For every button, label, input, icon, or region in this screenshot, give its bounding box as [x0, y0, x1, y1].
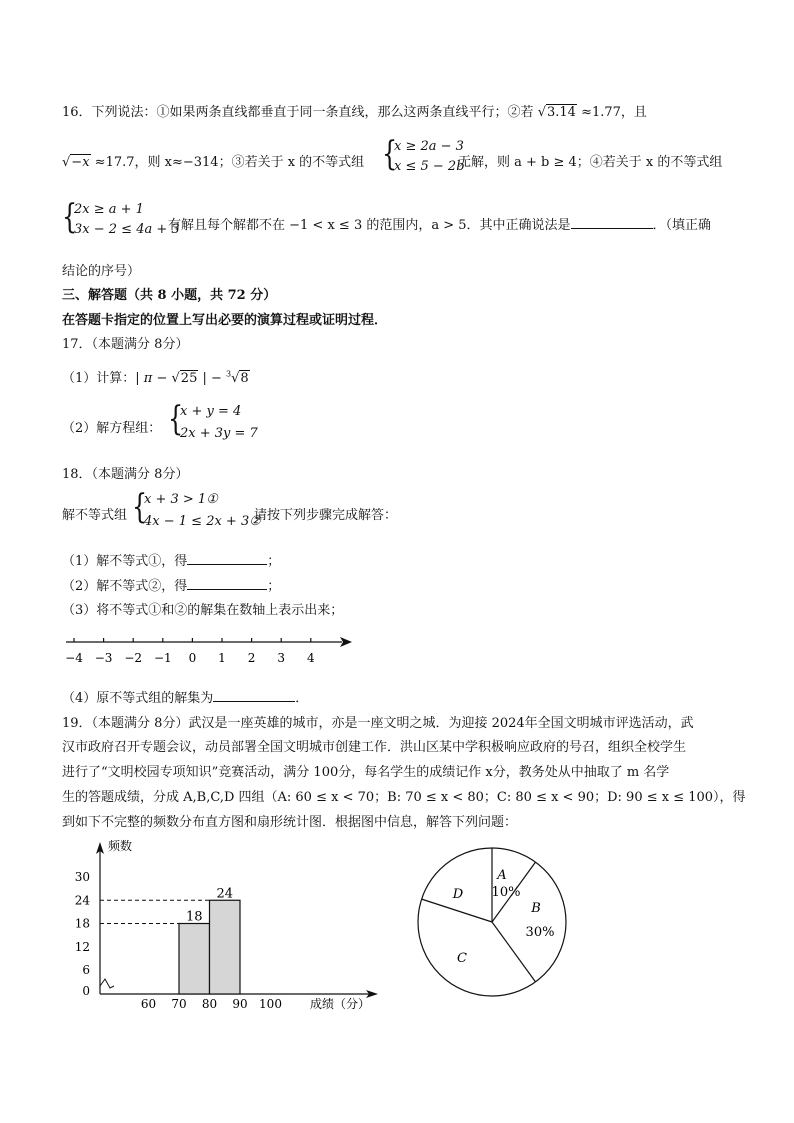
axis-break [100, 979, 114, 988]
q16-sqrt-3-14: 3.14 [546, 105, 576, 120]
pie-percent-b: 30% [525, 925, 555, 940]
answer-blank[interactable] [213, 689, 295, 702]
q16-line4: 结论的序号） [62, 264, 141, 279]
histogram-bar [179, 924, 210, 995]
pie-label-a: A [497, 868, 507, 883]
answer-blank[interactable] [187, 552, 267, 565]
sqrt-symbol: √ [62, 155, 71, 170]
number-line-tick-label: 1 [218, 651, 226, 665]
bar-value-label: 18 [185, 909, 203, 925]
x-tick-label: 100 [259, 997, 282, 1011]
x-axis-label: 成绩（分） [310, 997, 371, 1011]
q18-step3: （3）将不等式①和②的解集在数轴上表示出来； [62, 603, 344, 618]
q17-part2-label: （2）解方程组： [62, 421, 162, 436]
q18-header: 18．（本题满分 8分） [62, 467, 189, 482]
section-title: 三、解答题（共 8 小题，共 72 分） [62, 288, 277, 303]
number-line-tick-label: −4 [65, 651, 83, 665]
pie-label-d: D [452, 887, 464, 902]
y-tick-label: 30 [74, 870, 90, 884]
q18-step4: （4）原不等式组的解集为 ． [62, 691, 309, 706]
x-tick-label: 70 [171, 997, 187, 1011]
x-tick-label: 60 [140, 997, 157, 1011]
q18-step1: （1）解不等式①，得 ； [62, 554, 281, 569]
number-line-tick-label: −2 [124, 651, 143, 665]
y-tick-label: 18 [74, 916, 90, 931]
q16-system-1: { x ≥ 2a − 3 x ≤ 5 − 2b [382, 134, 465, 174]
pie-label-c: C [457, 951, 467, 966]
q16-system-2: { 2x ≥ a + 1 3x − 2 ≤ 4a + 3 [62, 197, 180, 237]
section-instruction: 在答题卡指定的位置上写出必要的演算过程或证明过程． [62, 313, 388, 328]
q16-line3: 有解且每个解都不在 −1 < x ≤ 3 的范围内，a > 5．其中正确说法是 ．（填正确 [168, 218, 712, 233]
q18-system: { x + 3 > 1① 4x − 1 ≤ 2x + 3② [132, 487, 261, 529]
sqrt-symbol: √ [537, 105, 546, 120]
y-tick-label: 12 [74, 939, 90, 954]
q19-line1: 19．（本题满分 8分）武汉是一座英雄的城市，亦是一座文明之城．为迎接 2024年全国文明城市评选活动，武 [62, 716, 694, 731]
answer-blank[interactable] [571, 216, 653, 229]
q17-system: { x + y = 4 2x + 3y = 7 [168, 399, 258, 441]
q16-line2-a: √−x ≈17.7，则 x≈−314；③若关于 x 的不等式组 [62, 155, 365, 170]
number-line-tick-label: −1 [153, 651, 172, 665]
y-tick-label: 24 [74, 893, 90, 908]
y-axis-label: 频数 [108, 839, 133, 853]
q17-header: 17．（本题满分 8分） [62, 337, 189, 352]
q18-intro-b: 请按下列步骤完成解答： [254, 508, 398, 523]
answer-blank[interactable] [187, 577, 267, 590]
y-tick-label: 6 [82, 963, 90, 977]
q16-line1: 16．下列说法：①如果两条直线都垂直于同一条直线，那么这两条直线平行；②若 √3.14 ≈1.77，且 [62, 105, 647, 120]
histogram-chart [60, 832, 390, 1017]
number-line-tick-label: 2 [247, 651, 256, 665]
pie-percent-a: 10% [491, 885, 521, 900]
number-line-tick-label: 0 [188, 651, 197, 665]
q17-part1: （1）计算：| π − √25 | − $^3$√8 [62, 369, 249, 386]
pie-chart [416, 840, 576, 1005]
number-line [60, 628, 360, 672]
sqrt-symbol: √ [171, 371, 180, 386]
q19-line5: 到如下不完整的频数分布直方图和扇形统计图．根据图中信息，解答下列问题： [62, 815, 518, 830]
q16-sqrt-neg-x: −x [71, 155, 90, 170]
cbrt-symbol: √ [231, 371, 240, 386]
q19-line3: 进行了“文明校园专项知识”竞赛活动，满分 100分，每名学生的成绩记作 x分，教务处从中抽取了 m 名学 [62, 765, 670, 780]
y-tick-label: 0 [82, 984, 90, 998]
pie-label-b: B [531, 901, 541, 916]
x-tick-label: 90 [232, 997, 248, 1011]
q16-line2-b: 无解，则 a + b ≥ 4；④若关于 x 的不等式组 [458, 155, 723, 170]
q18-step2: （2）解不等式②，得 ； [62, 579, 281, 594]
bar-value-label: 24 [216, 886, 234, 902]
histogram-bar [210, 900, 241, 994]
x-tick-label: 80 [201, 997, 218, 1011]
q19-line2: 汉市政府召开专题会议，动员部署全国文明城市创建工作．洪山区某中学积极响应政府的号召，组织全校学生 [62, 740, 687, 755]
q18-intro-a: 解不等式组 [62, 508, 128, 523]
number-line-tick-label: 3 [277, 651, 286, 665]
q19-line4: 生的答题成绩，分成 A,B,C,D 四组（A: 60 ≤ x < 70；B: 70 ≤ x < 80；C: 80 ≤ x < 90；D: 90 ≤ x ≤ 100），得 [62, 790, 746, 805]
number-line-tick-label: 4 [306, 651, 315, 665]
number-line-tick-label: −3 [94, 651, 113, 665]
